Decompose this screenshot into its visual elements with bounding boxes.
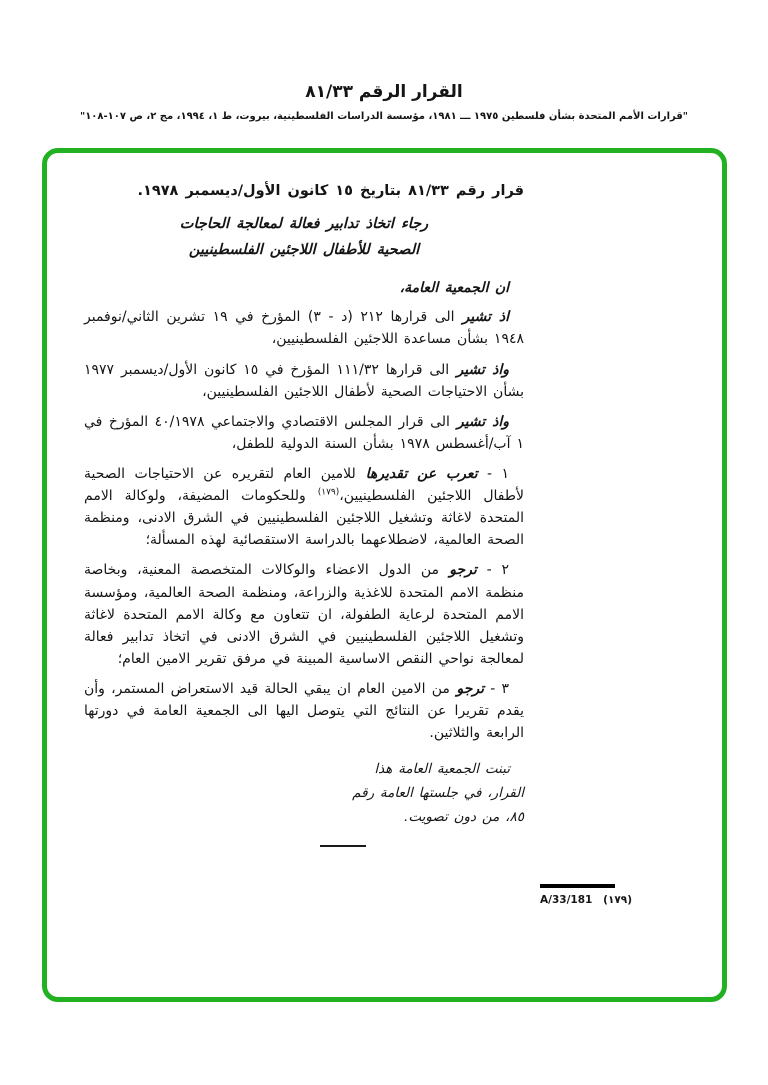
end-rule	[320, 845, 366, 847]
footnote-marker: (١٧٩)	[603, 894, 632, 906]
text-segment: ترجو	[439, 562, 477, 579]
resolution-subject	[84, 211, 524, 263]
text-segment: ترجو	[449, 680, 485, 697]
text-segment: ٢ -	[476, 562, 509, 579]
footnote-reference: A/33/181	[540, 894, 593, 906]
footnote-line	[540, 894, 632, 906]
text-segment: الى قرار المجلس الاقتصادي والاجتماعي ٤٠/١٩٧٨ المؤرخ في ١ آب/أغسطس ١٩٧٨ بشأن السنة الدولية للطفل،	[84, 413, 524, 452]
paragraph-preamble	[84, 359, 524, 403]
document-paragraphs	[84, 277, 524, 829]
text-segment: من الدول الاعضاء والوكالات المتخصصة المعنية، وبخاصة منظمة الامم المتحدة للاغذية والزراعة، ومنظمة الصحة العالمية، ومؤسسة الامم المتحدة لرعاية الطفولة، ان تتعاون مع وكالة الامم المتحدة لاغاثة وتشغيل اللاجئين الفلسطينيين في الشرق الادنى في اتخاذ تدابير فعالة لمعالجة نواحي النقص الاساسية المبينة في مرفق تقرير الامين العام؛	[84, 562, 524, 667]
resolution-subject-line-2: الصحية للأطفال اللاجئين الفلسطينيين	[188, 242, 420, 259]
text-segment: اذ تشير	[454, 309, 509, 326]
paragraph-closing	[334, 758, 524, 829]
resolution-number-title: القرار الرقم ٨١/٣٣	[305, 82, 463, 102]
document-body	[84, 183, 524, 847]
footnote	[540, 884, 632, 906]
text-segment: واذ تشير	[449, 361, 509, 378]
text-segment: الى قرارها ٢١٢ (د - ٣) المؤرخ في ١٩ تشرين الثاني/نوفمبر ١٩٤٨ بشأن مساعدة اللاجئين الفلسطينيين،	[84, 309, 524, 348]
text-segment: وللحكومات المضيفة، ولوكالة الامم المتحدة لاغاثة وتشغيل اللاجئين الفلسطينيين في الشرق الادنى، ومنظمة الصحة العالمية، لاضطلاعهما بالدراسة الاستقصائية لهذه المسألة؛	[84, 488, 524, 549]
paragraph-operative	[84, 463, 524, 551]
footnote-separator	[540, 884, 615, 888]
paragraph-operative	[84, 678, 524, 744]
resolution-subject-line-1: رجاء اتخاذ تدابير فعالة لمعالجة الحاجات	[179, 216, 429, 232]
text-segment: الى قرارها ١١١/٣٢ المؤرخ في ١٥ كانون الأول/ديسمبر ١٩٧٧ بشأن الاحتياجات الصحية لأطفال اللاجئين الفلسطينيين،	[84, 361, 524, 400]
paragraph-opening	[84, 277, 524, 299]
paragraph-operative	[84, 559, 524, 670]
text-segment: من الامين العام ان يبقي الحالة قيد الاستعراض المستمر، وأن يقدم تقريرا عن النتائج التي يتوصل اليها الى الجمعية العامة في دورتها الرابعة والثلاثين.	[84, 680, 524, 742]
text-segment: ٣ -	[484, 680, 510, 697]
text-segment: واذ تشير	[449, 413, 510, 430]
text-segment: ان الجمعية العامة،	[399, 280, 509, 297]
text-segment: تبنت الجمعية العامة هذا القرار، في جلستها العامة رقم ٨٥، من دون تصويت.	[352, 761, 524, 825]
highlight-border-box	[42, 148, 727, 1002]
footnote-ref-marker: (١٧٩)	[317, 487, 340, 498]
text-segment: للامين العام لتقريره عن الاحتياجات الصحية لأطفال اللاجئين الفلسطينيين،	[84, 465, 524, 505]
source-citation: "قرارات الأمم المتحدة بشأن فلسطين ١٩٧٥ ـــ ١٩٨١، مؤسسة الدراسات الفلسطينية، بيروت، ط ١، ١٩٩٤، مج ٢، ص ١٠٧-١٠٨"	[79, 111, 689, 122]
resolution-date-line: قرار رقم ٨١/٣٣ بتاريخ ١٥ كانون الأول/ديسمبر ١٩٧٨.	[137, 183, 524, 199]
text-segment: تعرب عن تقديرها	[355, 465, 478, 482]
text-segment: ١ -	[477, 465, 510, 482]
paragraph-preamble	[84, 411, 524, 455]
paragraph-preamble	[84, 306, 524, 350]
